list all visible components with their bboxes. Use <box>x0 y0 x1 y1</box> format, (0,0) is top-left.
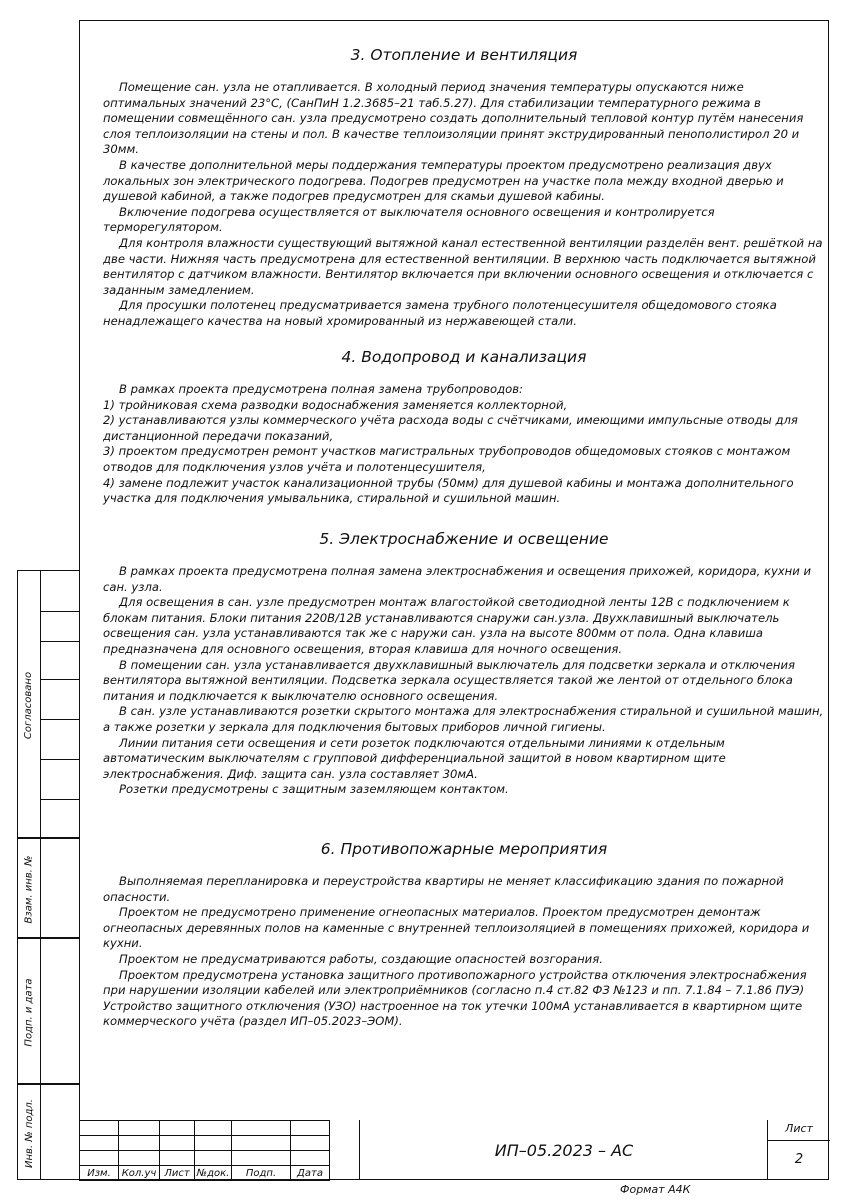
paragraph: Включение подогрева осуществляется от выключателя основного освещения и контролируется терморегулятором. <box>103 204 715 235</box>
stamp-col-doc: №док. <box>195 1166 232 1181</box>
paragraph: Розетки предусмотрены с защитным заземляющем контактом. <box>119 782 509 797</box>
sheet-box <box>767 1120 830 1180</box>
section-water <box>103 348 825 507</box>
sheet-label: Лист <box>785 1122 813 1135</box>
section-title: 3. Отопление и вентиляция <box>350 46 578 64</box>
section-electric <box>103 530 825 798</box>
side-sign-date-box <box>17 938 79 1084</box>
paragraph: Для просушки полотенец предусматривается замена трубного полотенцесушителя общедомового стояка ненадлежащего качества на новый хромированный из нержавеющей стали. <box>103 298 777 328</box>
paragraph: Проектом не предусмотрено применение огнеопасных материалов. Проектом предусмотрен демонтаж огнеопасных деревянных полов на каменные с внутренней теплоизоляцией в помещениях прихожей, коридора и кухни. <box>103 905 810 951</box>
stamp-col-change: Изм. <box>80 1166 119 1181</box>
list-item: 2) устанавливаются узлы коммерческого учёта расхода воды с счётчиками, имеющими импульсные отводы для дистанционной передачи показаний, <box>103 413 798 443</box>
stamp-col-sheet: Лист <box>160 1166 195 1181</box>
section-title: 4. Водопровод и канализация <box>341 348 587 366</box>
paper-format: Формат А4К <box>620 1183 691 1196</box>
list-item: 4) замене подлежит участок канализационной трубы (50мм) для душевой кабины и монтажа дополнительного участка для подключения умывальника, стиральной и сушильной машин. <box>103 475 794 506</box>
paragraph: Проектом не предусматриваются работы, создающие опасностей возгорания. <box>119 951 603 966</box>
section-title: 5. Электроснабжение и освещение <box>319 530 609 548</box>
paragraph: В помещении сан. узла устанавливается двухклавишный выключатель для подсветки зеркала и отключения вентилятора вытяжной вентиляции. Подсветка зеркала осуществляется такой же лентой от отдельного блока питания и подключается к выключателю основного освещения. <box>103 657 795 703</box>
side-label-inv-replace: Взам. инв. № <box>23 855 35 923</box>
paragraph: Помещение сан. узла не отапливается. В холодный период значения температуры опускаются ниже оптимальных значений 23°С, (СанПиН 1.2.3685–21 таб.5.27). Для стабилизации температурного режима в помещении совмещённого сан. узла предусмотрено создать дополнительный тепловой контур путём нанесения слоя теплоизоляции на стены и пол. В качестве теплоизоляции принят экструдированный пенополистирол 20 и 30мм. <box>103 80 804 157</box>
paragraph: В рамках проекта предусмотрена полная замена трубопроводов: <box>119 382 523 396</box>
paragraph: Линии питания сети освещения и сети розеток подключаются отдельными линиями к отдельным автоматическим выключателям с групповой дифференциальной защитой в новом квартирном щите электроснабжения. Диф. защита сан. узла составляет 30мА. <box>103 735 726 781</box>
sheet-number: 2 <box>794 1152 804 1167</box>
section-heating <box>103 46 825 330</box>
paragraph: В рамках проекта предусмотрена полная замена электроснабжения и освещения прихожей, коридора, кухни и сан. узла. <box>103 564 812 594</box>
list-item: 3) проектом предусмотрен ремонт участков магистральных трубопроводов общедомовых стояков с монтажом отводов для подключения узлов учёта и полотенцесушителя, <box>103 444 791 474</box>
title-block <box>79 1120 829 1180</box>
list-item: 1) тройниковая схема разводки водоснабжения заменяется коллекторной, <box>103 397 568 412</box>
stamp-col-sign: Подп. <box>232 1166 291 1181</box>
stamp-col-date: Дата <box>291 1166 330 1181</box>
paragraph: В качестве дополнительной меры поддержания температуры проектом предусмотрено реализация двух локальных зон электрического подогрева. Подогрев предусмотрен на участке пола между входной дверью и душевой кабиной, а также подогрев предусмотрен для скамьи душевой кабины. <box>103 157 784 204</box>
side-inv-replace-box <box>17 838 79 938</box>
paragraph: Проектом предусмотрена установка защитного противопожарного устройства отключения электроснабжения при нарушении изоляции кабелей или электроприёмников (согласно п.4 ст.82 ФЗ №123 и пп. 7.1.84 – 7.1.86 ПУЭ) Устройство защитного отключения (УЗО) настроенное на ток утечки 100мА устанавливается в квартирном щите коммерческого учёта (раздел ИП–05.2023–ЭОМ). <box>103 967 807 1029</box>
paragraph: В сан. узле устанавливаются розетки скрытого монтажа для электроснабжения стиральной и сушильной машин, а также розетки у зеркала для подключения бытовых приборов личной гигиены. <box>103 704 824 734</box>
side-agreed-box <box>17 570 79 838</box>
paragraph: Для контроля влажности существующий вытяжной канал естественной вентиляции разделён вент. решёткой на две части. Нижняя часть предусмотрена для естественной вентиляции. В верхнюю часть подключается вытяжной вентилятор с датчиком влажности. Вентилятор включается при включении основного освещения и отключается с заданным замедлением. <box>103 235 823 297</box>
side-label-inv-orig: Инв. № подл. <box>23 1098 35 1168</box>
paragraph: Выполняемая перепланировка и переустройства квартиры не меняет классификацию здания по пожарной опасности. <box>103 874 784 904</box>
paragraph: Для освещения в сан. узле предусмотрен монтаж влагостойкой светодиодной ленты 12В с подключением к блокам питания. Блоки питания 220В/12В устанавливаются снаружи сан.узла. Двухклавишный выключатель освещения сан. узла устанавливаются так же с наружи сан. узла на высоте 800мм от пола. Одна клавиша предназначена для основного освещения, вторая клавиша для ночного освещения. <box>103 595 790 656</box>
side-label-agreed: Согласовано <box>23 671 35 739</box>
section-title: 6. Противопожарные мероприятия <box>320 840 608 858</box>
side-binding-column <box>17 570 79 1180</box>
stamp-col-count: Кол.уч <box>119 1166 160 1181</box>
section-fire-safety <box>103 840 825 1030</box>
side-inv-orig-box <box>17 1084 79 1180</box>
side-label-sign-date: Подп. и дата <box>23 977 35 1047</box>
document-code: ИП–05.2023 – АС <box>359 1120 768 1180</box>
